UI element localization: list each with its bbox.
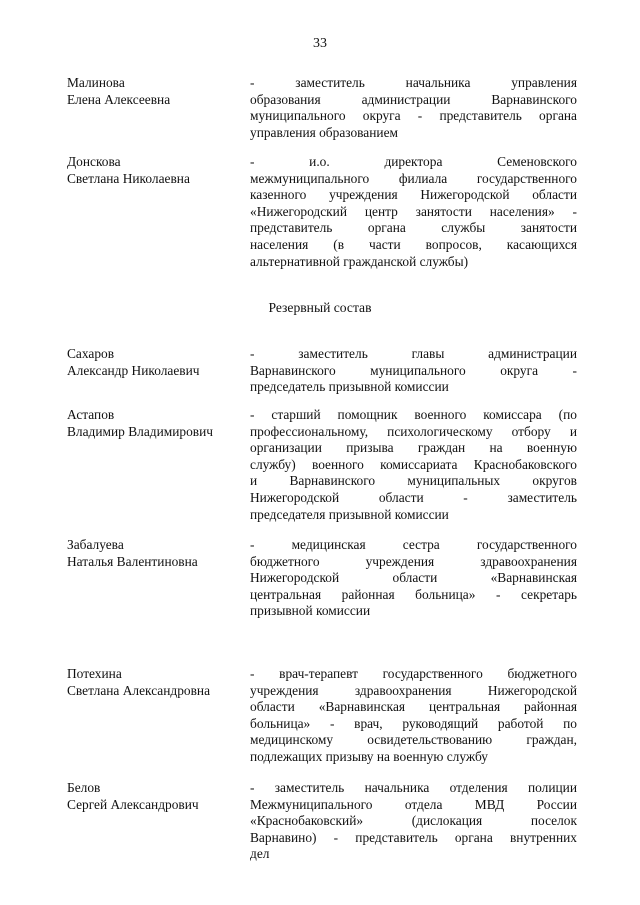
role-line: дел (250, 846, 270, 862)
member-name (67, 537, 242, 570)
role-line: бюджетного учреждения здравоохранения (250, 553, 577, 569)
role-line: - заместитель главы администрации (250, 346, 577, 361)
member-given-names: Сергей Александрович (67, 796, 199, 812)
role-line: - заместитель начальника отделения полиции (250, 780, 577, 795)
role-line: организации призыва граждан на военную (250, 440, 577, 456)
role-line: «Нижегородский центр занятости населения» - (250, 203, 577, 219)
role-line: призывной комиссии (250, 603, 371, 619)
member-role (250, 780, 577, 863)
member-role (250, 407, 577, 523)
role-line: альтернативной гражданской службы) (250, 253, 469, 269)
role-line: службу) военного комиссариата Краснобаковского (250, 456, 577, 472)
role-line: - старший помощник военного комиссара (по (250, 407, 577, 422)
role-line: Межмуниципального отдела МВД России (250, 796, 577, 812)
role-line: управления образованием (250, 124, 399, 140)
role-line: Нижегородской области - заместитель (250, 489, 577, 505)
member-surname: Сахаров (67, 346, 115, 361)
member-surname: Белов (67, 780, 101, 795)
member-given-names: Владимир Владимирович (67, 423, 214, 439)
member-name (67, 346, 242, 379)
role-line: казенного учреждения Нижегородской области (250, 187, 577, 203)
role-line: - врач-терапевт государственного бюджетного (250, 666, 577, 681)
role-line: - и.о. директора Семеновского (250, 154, 577, 169)
member-role (250, 537, 577, 620)
role-line: больница» - врач, руководящий работой по (250, 715, 577, 731)
member-surname: Забалуева (67, 537, 124, 552)
role-line: образования администрации Варнавинского (250, 91, 577, 107)
member-role (250, 154, 577, 270)
section-title: Резервный состав (268, 300, 372, 315)
role-line: представитель органа службы занятости (250, 220, 577, 236)
member-name (67, 407, 242, 440)
role-line: межмуниципального филиала государственного (250, 170, 577, 186)
role-line: подлежащих призыву на военную службу (250, 748, 488, 764)
role-line: муниципального округа - представитель органа (250, 108, 577, 124)
member-given-names: Наталья Валентиновна (67, 553, 198, 569)
role-line: медицинскому освидетельствованию граждан, (250, 732, 577, 748)
member-name (67, 780, 242, 813)
role-line: профессиональному, психологическому отбору и (250, 423, 577, 439)
member-role (250, 666, 577, 766)
role-line: Нижегородской области «Варнавинская (250, 570, 577, 586)
page-number: 33 (313, 36, 327, 51)
member-name (67, 154, 242, 187)
member-surname: Малинова (67, 75, 125, 90)
member-given-names: Александр Николаевич (67, 362, 200, 378)
member-surname: Донскова (67, 154, 121, 169)
member-role (250, 75, 577, 141)
member-given-names: Елена Алексеевна (67, 91, 171, 107)
role-line: председателя призывной комиссии (250, 506, 449, 522)
member-given-names: Светлана Александровна (67, 682, 211, 698)
member-role (250, 346, 577, 396)
member-name (67, 666, 242, 699)
role-line: учреждения здравоохранения Нижегородской (250, 682, 577, 698)
member-surname: Потехина (67, 666, 122, 681)
role-line: - заместитель начальника управления (250, 75, 577, 90)
member-given-names: Светлана Николаевна (67, 170, 190, 186)
role-line: и Варнавинского муниципальных округов (250, 473, 577, 489)
member-name (67, 75, 242, 108)
role-line: Варнавино) - представитель органа внутренних (250, 829, 577, 845)
role-line: центральная районная больница» - секретарь (250, 586, 577, 602)
member-surname: Астапов (67, 407, 115, 422)
role-line: «Краснобаковский» (дислокация поселок (250, 813, 577, 829)
role-line: председатель призывной комиссии (250, 379, 449, 395)
role-line: области «Варнавинская центральная районная (250, 699, 577, 715)
role-line: - медицинская сестра государственного (250, 537, 577, 552)
role-line: населения (в части вопросов, касающихся (250, 236, 577, 252)
role-line: Варнавинского муниципального округа - (250, 362, 577, 378)
